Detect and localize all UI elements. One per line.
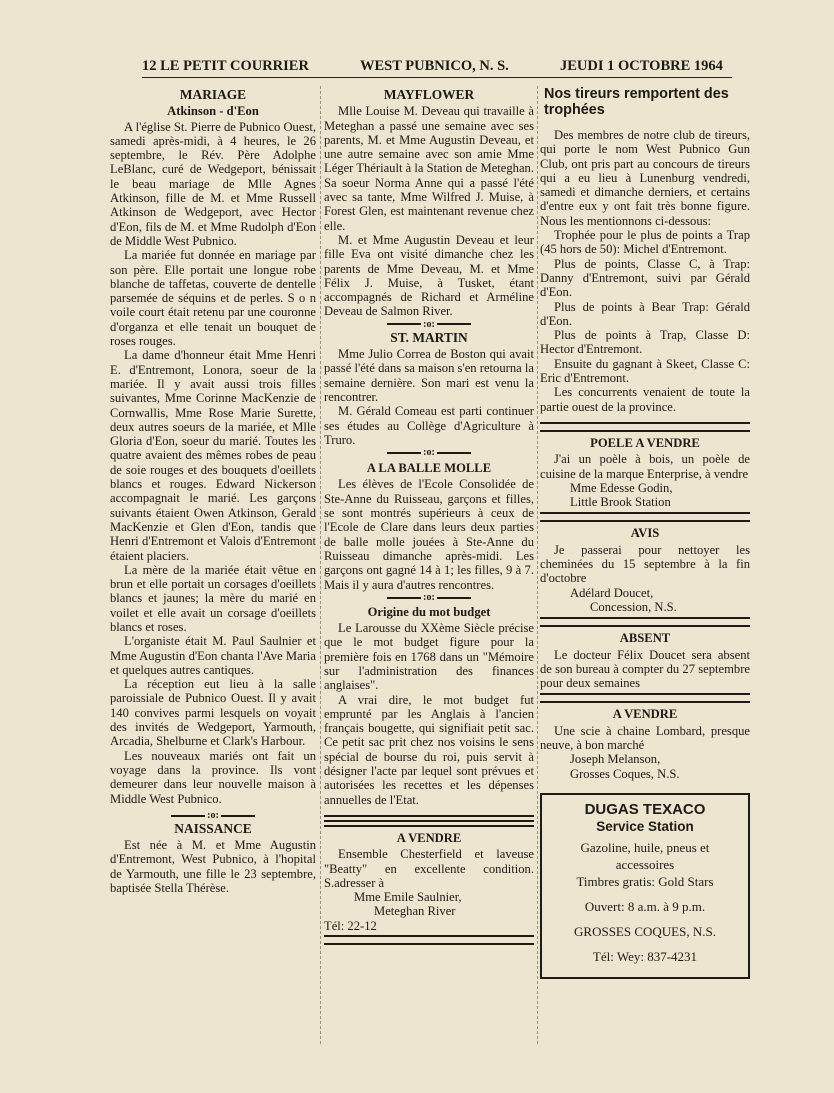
section-rule (540, 512, 750, 522)
avis-contact-place: Concession, N.S. (590, 599, 677, 614)
mariage-paragraph: La dame d'honneur était Mme Henri E. d'Entremont, Lonora, soeur de la mariée. Il y avait aussi trois filles suivantes, Mme Corinne MacKenzie de Cornwallis, Mme Rose Marie Surette, deux autres soeurs de la mariée, et Mlle Gloria d'Eon, soeur du marié. Toutes les quatre avaient des mêmes robes de peau de soie rouges et des bouquets d'oeillets blancs et rouges. Edward Nickerson accompagnait le marié. Les garçons suivants étaient Owen Atkinson, Gerald MacKenzie et Glen d'Eon, tandis que Henri d'Entremont et Valois d'Entremont étaient placiers. (110, 348, 316, 563)
mariage-paragraph: A l'église St. Pierre de Pubnico Ouest, samedi après-midi, à 4 heures, le 26 septembre, le Rév. Père Adolphe LeBlanc, curé de Wedgeport, bénissait le beau mariage de Mlle Agnes Atkinson, fille de M. et Mme Russell Atkinson de Wedgeport, avec Hector d'Eon, fils de M. et Mme Rudolph d'Eon de Middle West Pubnico. (110, 119, 316, 248)
poele-contact-name: Mme Edesse Godin, (570, 480, 673, 495)
balle-molle-paragraph: Les élèves de l'Ecole Consolidée de Ste-Anne du Ruisseau, garçons et filles, se sont montrés supérieurs à ceux de l'Ecole de Clare dans leurs deux parties de balle molle jouées à Ste-Anne du Ruisseau dimanche après-midi. Les garçons ont gagné 14 à 1; les filles, 9 à 7. Mais il y aura d'autres rencontres. (324, 477, 534, 592)
header-rule (142, 77, 732, 78)
a-vendre-paragraph: Ensemble Chesterfield et laveuse "Beatty" en excellente condition. S.adresser à (324, 847, 534, 890)
a-vendre-contact-place: Meteghan River (374, 904, 456, 919)
header-date: JEUDI 1 OCTOBRE 1964 (560, 58, 723, 74)
tireurs-paragraph: Les concurrents venaient de toute la partie ouest de la province. (540, 385, 750, 414)
ad-hours: Ouvert: 8 a.m. à 9 p.m. (584, 899, 706, 915)
a-vendre-contact-name: Mme Emile Saulnier, (354, 890, 462, 905)
a-vendre-scie-heading: A VENDRE (612, 707, 678, 722)
ad-title: DUGAS TEXACO (584, 800, 706, 818)
avis-paragraph: Je passerai pour nettoyer les cheminées du 15 septembre à la fin d'octobre (540, 542, 750, 586)
mariage-paragraph: La mère de la mariée était vêtue en brun et elle portait un corsages d'oeillets blancs et jaunes; la mère du marié en voilet et elle avait un corsage d'oeillets blancs et roses. (110, 562, 316, 634)
mariage-paragraph: La réception eut lieu à la salle paroissiale de Pubnico Ouest. Il y avait 140 convives parmi lesquels on voyait des invités de Wedgeport, Yarmouth, Arcadia, Shelburne et Clark's Harbour. (110, 677, 316, 749)
tireurs-heading: Nos tireurs remportent des trophées (544, 86, 729, 118)
ad-phone: Tél: Wey: 837-4231 (592, 949, 698, 965)
ornament-divider: :o: (324, 319, 534, 331)
tireurs-paragraph: Ensuite du gagnant à Skeet, Classe C: Eric d'Entremont. (540, 356, 750, 386)
a-vendre-phone: Tél: 22-12 (324, 918, 377, 933)
tireurs-paragraph: Des membres de notre club de tireurs, qui porte le nom West Pubnico Gun Club, ont pris part au concours de tireurs qui a eu lieu à Lunenburg vendredi, samedi et dimanche derniers, et certains d'entre eux y ont fait très bonne figure. Nous les mentionnons ci-dessous: (540, 128, 750, 228)
a-vendre-heading: A VENDRE (396, 830, 462, 845)
budget-heading: Origine du mot budget (367, 604, 491, 619)
column-divider (537, 86, 538, 1044)
ad-line: accessoires (615, 857, 675, 873)
balle-molle-heading: A LA BALLE MOLLE (366, 461, 492, 476)
a-vendre-scie-contact-name: Joseph Melanson, (570, 752, 661, 767)
section-rule (540, 693, 750, 703)
poele-heading: POELE A VENDRE (590, 435, 700, 450)
mariage-subheading: Atkinson - d'Eon (167, 104, 259, 119)
column-1 (110, 86, 316, 895)
tireurs-paragraph: Plus de points à Bear Trap: Gérald d'Eon. (540, 299, 750, 328)
header-place: WEST PUBNICO, N. S. (360, 58, 509, 74)
mariage-paragraph: Les nouveaux mariés ont fait un voyage dans la province. Ils vont demeurer dans leur nouvelle maison à Middle West Pubnico. (110, 748, 316, 806)
tireurs-paragraph: Plus de points à Trap, Classe D: Hector d'Entremont. (540, 328, 750, 357)
mariage-heading: MARIAGE (179, 87, 247, 102)
a-vendre-scie-paragraph: Une scie à chaine Lombard, presque neuve, à bon marché (540, 723, 750, 752)
budget-paragraph: A vrai dire, le mot budget fut emprunté par les Anglais à l'ancien français bougette, qui signifiait petit sac. Ce petit sac prit chez nos voisins le sens spécial de bourse du roi, puis servit à désigner l'acte par lequel sont prévues et autorisées les recettes et les dépenses annuelles de l'Etat. (324, 692, 534, 807)
section-rule (324, 935, 534, 945)
ad-address: GROSSES COQUES, N.S. (574, 924, 716, 940)
section-rule (540, 422, 750, 432)
section-rule (540, 617, 750, 627)
mayflower-paragraph: Mlle Louise M. Deveau qui travaille à Meteghan a passé une semaine avec ses parents, M. et Mme Augustin Deveau, et une autre semaine avec son amie Mme Léger Thériault à la Station de Meteghan. Sa soeur Norma Anne qui a passé l'été avec sa tante, Mme Wilfred J. Muise, à Forest Glen, est maintenant revenue chez elle. (324, 104, 534, 233)
page-header (142, 56, 732, 78)
ad-subtitle: Service Station (596, 819, 694, 835)
tireurs-paragraph: Trophée pour le plus de points a Trap (45 hors de 50): Michel d'Entremont. (540, 228, 750, 257)
ad-line: Gazoline, huile, pneus et (580, 840, 710, 856)
st-martin-paragraph: M. Gérald Comeau est parti continuer ses études au Collège d'Agriculture à Truro. (324, 404, 534, 447)
mariage-paragraph: L'organiste était M. Paul Saulnier et Mme Augustin d'Eon chanta l'Ave Maria et quelques autres cantiques. (110, 634, 316, 677)
newspaper-title: 12 LE PETIT COURRIER (142, 58, 309, 74)
st-martin-paragraph: Mme Julio Correa de Boston qui avait passé l'été dans sa maison s'en retourna la semaine dernière. Son mari est venu la rencontrer. (324, 347, 534, 404)
dugas-texaco-advertisement (540, 793, 750, 980)
avis-heading: AVIS (630, 526, 660, 541)
ad-line: Timbres gratis: Gold Stars (576, 874, 714, 890)
naissance-paragraph: Est née à M. et Mme Augustin d'Entremont, West Pubnico, à l'hopital de Yarmouth, une fille le 23 septembre, baptisée Stella Thérèse. (110, 838, 316, 896)
ornament-divider: :o: (110, 810, 316, 822)
ornament-divider: :o: (324, 447, 534, 459)
poele-paragraph: J'ai un poèle à bois, un poèle de cuisine de la marque Enterprise, à vendre (540, 452, 750, 481)
a-vendre-scie-contact-place: Grosses Coques, N.S. (570, 766, 680, 781)
mariage-paragraph: La mariée fut donnée en mariage par son père. Elle portait une longue robe blanche de taffetas, couverte de dentelle parsemée de séquins et de perles. S o n voile court était retenu par une couronne d'organza et elle tenait un bouquet de roses rouges. (110, 248, 316, 349)
poele-contact-place: Little Brook Station (570, 495, 671, 510)
column-divider (320, 86, 321, 1044)
absent-heading: ABSENT (619, 631, 671, 646)
section-rule (324, 815, 534, 827)
budget-paragraph: Le Larousse du XXème Siècle précise que le mot budget figure pour la première fois en 1768 dans un "Mémoire sur l'administration des finances anglaises". (324, 621, 534, 693)
mayflower-paragraph: M. et Mme Augustin Deveau et leur fille Eva ont visité dimanche chez les parents de Mme Deveau, M. et Mme Félix J. Muise, à Tusket, étant accompagnés de Richard et Arméline Deveau de Salmon River. (324, 232, 534, 319)
column-2 (324, 86, 534, 949)
mayflower-heading: MAYFLOWER (383, 87, 475, 102)
column-3 (540, 86, 750, 979)
st-martin-heading: ST. MARTIN (390, 329, 468, 345)
absent-paragraph: Le docteur Félix Doucet sera absent de son bureau à compter du 27 septembre pour deux semaines (540, 647, 750, 691)
naissance-heading: NAISSANCE (174, 820, 252, 836)
avis-contact-name: Adélard Doucet, (570, 585, 654, 600)
ornament-divider: :o: (324, 592, 534, 604)
tireurs-paragraph: Plus de points, Classe C, à Trap: Danny d'Entremont, suivi par Gérald d'Eon. (540, 256, 750, 300)
